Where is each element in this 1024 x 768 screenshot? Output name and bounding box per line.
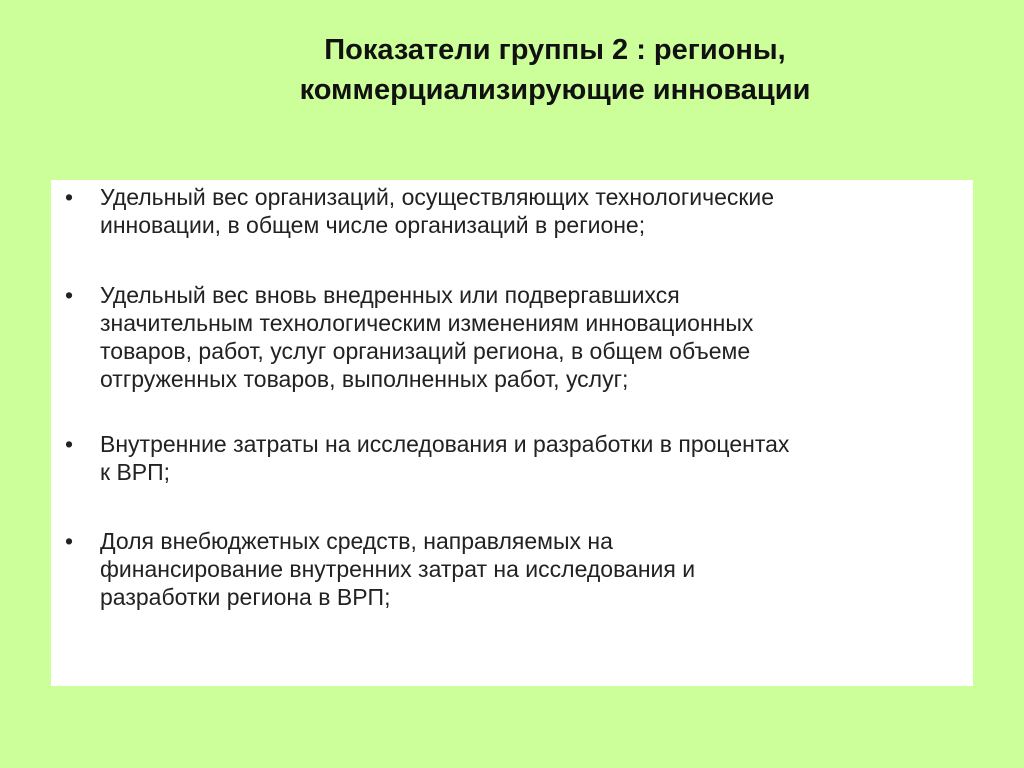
slide-title [200,30,910,110]
bullet-icon: • [64,528,74,554]
list-item-line: разработки региона в ВРП; [100,584,391,610]
content-box [51,180,973,686]
list-item-line: товаров, работ, услуг организаций региона, в общем объеме [100,338,751,364]
list-item-line: инновации, в общем числе организаций в регионе; [100,212,646,238]
list-item-line: Удельный вес организаций, осуществляющих технологические [100,184,775,210]
list-item-line: Внутренние затраты на исследования и разработки в процентах [100,431,790,457]
list-item-text [100,281,960,393]
bullet-icon: • [64,282,74,308]
list-item-line: отгруженных товаров, выполненных работ, услуг; [100,366,629,392]
bullet-icon: • [64,431,74,457]
list-item-line: к ВРП; [100,459,171,485]
list-item-line: финансирование внутренних затрат на исследования и [100,556,696,582]
slide-title-line-2: коммерциализирующие инновации [299,74,811,106]
bullet-icon: • [64,184,74,210]
list-item-line: значительным технологическим изменениям инновационных [100,310,754,336]
list-item-line: Удельный вес вновь внедренных или подвергавшихся [100,282,680,308]
slide-title-line-1: Показатели группы 2 : регионы, [324,34,786,66]
list-item-text [100,183,960,239]
list-item-text [100,430,960,486]
list-item-text [100,527,960,611]
list-item-line: Доля внебюджетных средств, направляемых на [100,528,613,554]
